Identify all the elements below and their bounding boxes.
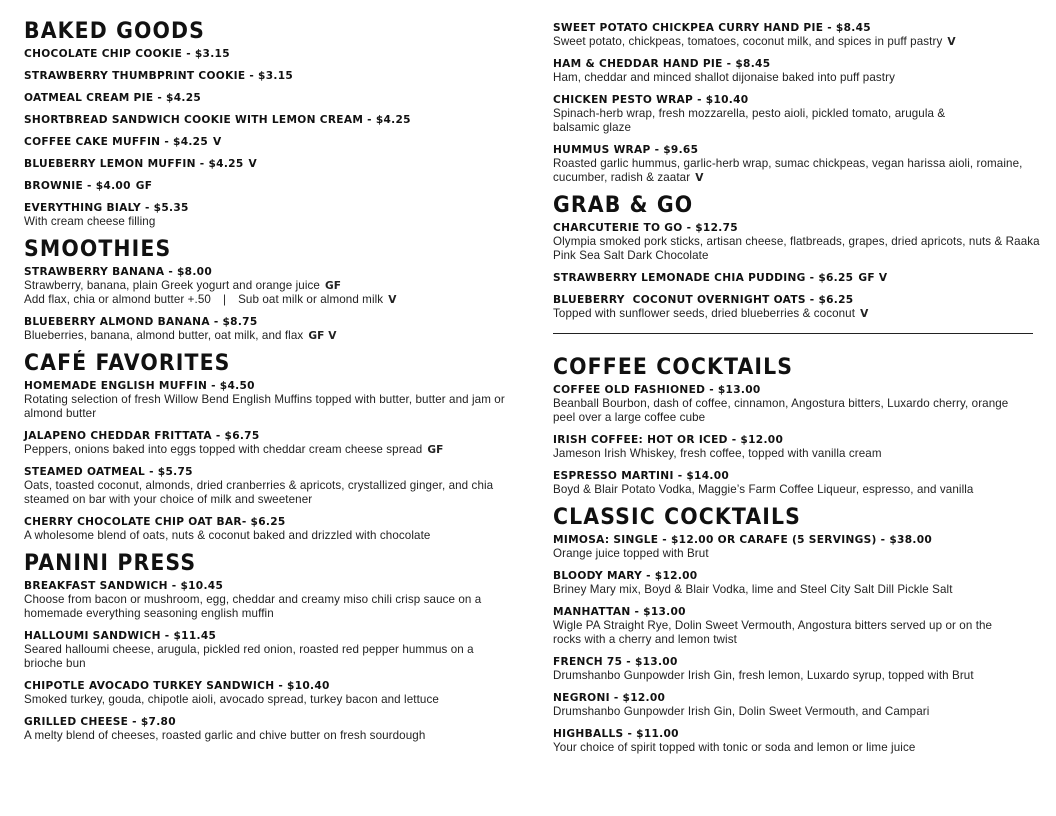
item-description: Choose from bacon or mushroom, egg, cheddar and creamy miso chili crisp sauce on a homemade everything seasoning english muffin <box>24 593 482 620</box>
item-name: CHARCUTERIE TO GO - $12.75 <box>553 222 738 234</box>
item-description: Drumshanbo Gunpowder Irish Gin, Dolin Sweet Vermouth, and Campari <box>553 705 930 718</box>
menu-item <box>24 266 514 307</box>
menu-item <box>553 692 1043 719</box>
item-name: STRAWBERRY LEMONADE CHIA PUDDING - $6.25 GF V <box>553 272 888 284</box>
item-description: With cream cheese filling <box>24 215 156 228</box>
section-baked-goods <box>24 20 514 229</box>
dietary-tag: GF <box>135 180 153 192</box>
item-description: Sweet potato, chickpeas, tomatoes, coconut milk, and spices in puff pastry V <box>553 35 956 48</box>
section-title: COFFEE COCKTAILS <box>553 355 794 380</box>
item-description: Drumshanbo Gunpowder Irish Gin, fresh lemon, Luxardo syrup, topped with Brut <box>553 669 974 682</box>
menu-item <box>24 680 514 707</box>
menu-item <box>553 94 1043 135</box>
menu-item <box>553 434 1043 461</box>
item-name: CHERRY CHOCOLATE CHIP OAT BAR- $6.25 <box>24 516 286 528</box>
dietary-tag: GF <box>427 444 444 456</box>
item-name: SHORTBREAD SANDWICH COOKIE WITH LEMON CREAM - $4.25 <box>24 114 411 126</box>
menu-item <box>553 58 1043 85</box>
item-name: STRAWBERRY BANANA - $8.00 <box>24 266 213 278</box>
section-title: CLASSIC COCKTAILS <box>553 505 802 530</box>
item-name: BLUEBERRY LEMON MUFFIN - $4.25 V <box>24 158 257 170</box>
menu-item <box>553 656 1043 683</box>
section-cafe-favorites <box>24 352 514 543</box>
menu-item <box>553 384 1043 425</box>
item-description: Orange juice topped with Brut <box>553 547 709 560</box>
menu-item <box>553 728 1043 755</box>
menu-item <box>24 180 514 193</box>
dietary-tag: V <box>248 158 257 170</box>
section-divider <box>553 333 1033 334</box>
item-name: HALLOUMI SANDWICH - $11.45 <box>24 630 217 642</box>
item-description: Ham, cheddar and minced shallot dijonaise baked into puff pastry <box>553 71 895 84</box>
menu-item <box>24 202 514 229</box>
item-description: Your choice of spirit topped with tonic or soda and lemon or lime juice <box>553 741 916 754</box>
menu-item <box>553 534 1043 561</box>
item-description: Rotating selection of fresh Willow Bend English Muffins topped with butter, butter and jam or almond butter <box>24 393 505 420</box>
dietary-tag: V <box>695 172 704 184</box>
item-name: CHIPOTLE AVOCADO TURKEY SANDWICH - $10.40 <box>24 680 330 692</box>
menu-item <box>553 144 1043 185</box>
section-title: SMOOTHIES <box>24 237 172 262</box>
item-name: NEGRONI - $12.00 <box>553 692 666 704</box>
menu-item <box>553 222 1043 263</box>
section-classic-cocktails <box>553 506 1043 755</box>
menu-item <box>24 114 514 127</box>
dietary-tag: GF V <box>858 272 888 284</box>
item-name: STEAMED OATMEAL - $5.75 <box>24 466 193 478</box>
item-name: FRENCH 75 - $13.00 <box>553 656 678 668</box>
item-name: BLOODY MARY - $12.00 <box>553 570 698 582</box>
dietary-tag: V <box>947 36 956 48</box>
item-description: Oats, toasted coconut, almonds, dried cranberries & apricots, crystallized ginger, and chia steamed on bar with your choice of milk and sweetener <box>24 479 494 506</box>
section-title: GRAB & GO <box>553 193 694 218</box>
item-name: MIMOSA: SINGLE - $12.00 OR CARAFE (5 SERVINGS) - $38.00 <box>553 534 933 546</box>
section-title: PANINI PRESS <box>24 551 197 576</box>
item-name: CHICKEN PESTO WRAP - $10.40 <box>553 94 749 106</box>
item-name: STRAWBERRY THUMBPRINT COOKIE - $3.15 <box>24 70 294 82</box>
menu-item <box>24 716 514 743</box>
item-description: Spinach-herb wrap, fresh mozzarella, pesto aioli, pickled tomato, arugula & balsamic glaze <box>553 107 946 134</box>
item-name: OATMEAL CREAM PIE - $4.25 <box>24 92 202 104</box>
section-grab-and-go <box>553 194 1043 321</box>
menu-item <box>24 48 514 61</box>
left-column <box>24 20 514 752</box>
item-description: Strawberry, banana, plain Greek yogurt and orange juice GF <box>24 279 342 292</box>
item-description: Briney Mary mix, Boyd & Blair Vodka, lime and Steel City Salt Dill Pickle Salt <box>553 583 953 596</box>
menu-item <box>553 606 1043 647</box>
separator: | <box>222 293 227 306</box>
item-name: COFFEE CAKE MUFFIN - $4.25 V <box>24 136 222 148</box>
item-name: SWEET POTATO CHICKPEA CURRY HAND PIE - $8.45 <box>553 22 871 34</box>
section-title: CAFÉ FAVORITES <box>24 351 231 376</box>
menu-item <box>24 316 514 343</box>
menu-item <box>24 430 514 457</box>
menu-item <box>24 516 514 543</box>
item-name: EVERYTHING BIALY - $5.35 <box>24 202 189 214</box>
item-addons: Add flax, chia or almond butter +.50 | Sub oat milk or almond milk V <box>24 293 397 306</box>
item-name: GRILLED CHEESE - $7.80 <box>24 716 176 728</box>
menu-item <box>553 470 1043 497</box>
item-name: IRISH COFFEE: HOT OR ICED - $12.00 <box>553 434 784 446</box>
item-description: Beanball Bourbon, dash of coffee, cinnamon, Angostura bitters, Luxardo cherry, orange peel over a large coffee cube <box>553 397 1009 424</box>
item-name: MANHATTAN - $13.00 <box>553 606 686 618</box>
menu-item <box>24 70 514 83</box>
menu-item <box>24 136 514 149</box>
menu-item <box>24 580 514 621</box>
menu-item <box>24 92 514 105</box>
item-description: A melty blend of cheeses, roasted garlic and chive butter on fresh sourdough <box>24 729 426 742</box>
item-name: HAM & CHEDDAR HAND PIE - $8.45 <box>553 58 771 70</box>
item-name: BLUEBERRY COCONUT OVERNIGHT OATS - $6.25 <box>553 294 854 306</box>
section-coffee-cocktails <box>553 356 1043 497</box>
item-description: Smoked turkey, gouda, chipotle aioli, avocado spread, turkey bacon and lettuce <box>24 693 439 706</box>
dietary-tag: GF V <box>308 330 337 342</box>
section-hand-pies-wraps <box>553 22 1043 185</box>
item-name: ESPRESSO MARTINI - $14.00 <box>553 470 730 482</box>
dietary-tag: V <box>860 308 869 320</box>
dietary-tag: V <box>388 294 397 306</box>
dietary-tag: GF <box>324 280 342 292</box>
menu-item <box>553 570 1043 597</box>
item-name: JALAPENO CHEDDAR FRITTATA - $6.75 <box>24 430 260 442</box>
item-name: COFFEE OLD FASHIONED - $13.00 <box>553 384 761 396</box>
item-description: Topped with sunflower seeds, dried blueberries & coconut V <box>553 307 869 320</box>
item-name: HOMEMADE ENGLISH MUFFIN - $4.50 <box>24 380 255 392</box>
item-description: Roasted garlic hummus, garlic-herb wrap, sumac chickpeas, vegan harissa aioli, romaine, cucumber, radish & zaatar V <box>553 157 1023 184</box>
item-description: Olympia smoked pork sticks, artisan cheese, flatbreads, grapes, dried apricots, nuts & Raaka Pink Sea Salt Dark Chocolate <box>553 235 1040 262</box>
item-description: Peppers, onions baked into eggs topped with cheddar cream cheese spread GF <box>24 443 444 456</box>
item-description: Boyd & Blair Potato Vodka, Maggie’s Farm Coffee Liqueur, espresso, and vanilla <box>553 483 974 496</box>
menu-item <box>24 630 514 671</box>
item-name: HUMMUS WRAP - $9.65 <box>553 144 699 156</box>
item-description: Blueberries, banana, almond butter, oat milk, and flax GF V <box>24 329 337 342</box>
right-column <box>553 22 1043 764</box>
menu-item <box>553 272 1043 285</box>
section-title: BAKED GOODS <box>24 19 205 44</box>
item-description: Seared halloumi cheese, arugula, pickled red onion, roasted red pepper hummus on a brioche bun <box>24 643 474 670</box>
item-name: BLUEBERRY ALMOND BANANA - $8.75 <box>24 316 258 328</box>
item-description: A wholesome blend of oats, nuts & coconut baked and drizzled with chocolate <box>24 529 431 542</box>
menu-item <box>24 380 514 421</box>
menu-item <box>553 294 1043 321</box>
item-description: Jameson Irish Whiskey, fresh coffee, topped with vanilla cream <box>553 447 882 460</box>
item-name: BROWNIE - $4.00 GF <box>24 180 153 192</box>
menu-item <box>24 466 514 507</box>
item-description: Wigle PA Straight Rye, Dolin Sweet Vermouth, Angostura bitters served up or on the rocks with a cherry and lemon twist <box>553 619 993 646</box>
menu-item <box>553 22 1043 49</box>
item-name: CHOCOLATE CHIP COOKIE - $3.15 <box>24 48 230 60</box>
section-smoothies <box>24 238 514 343</box>
menu-item <box>24 158 514 171</box>
section-panini-press <box>24 552 514 743</box>
item-name: BREAKFAST SANDWICH - $10.45 <box>24 580 224 592</box>
dietary-tag: V <box>213 136 222 148</box>
item-name: HIGHBALLS - $11.00 <box>553 728 679 740</box>
